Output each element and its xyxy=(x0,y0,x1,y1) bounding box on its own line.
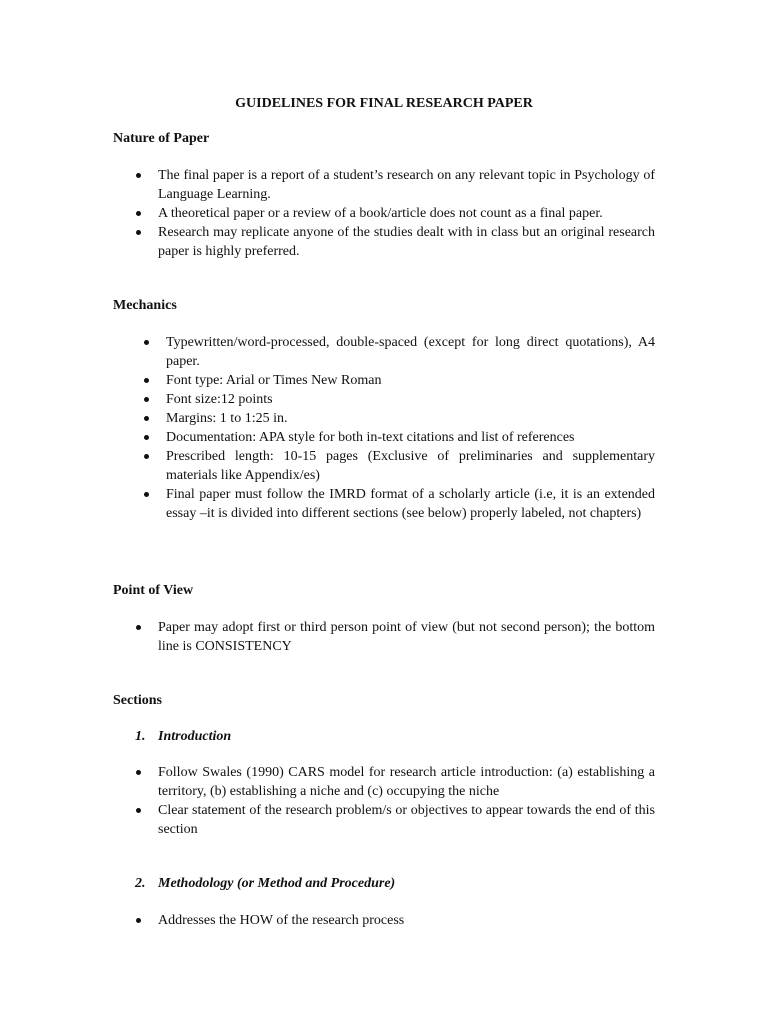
list-item: Margins: 1 to 1:25 in. xyxy=(166,409,655,428)
list-item: Font type: Arial or Times New Roman xyxy=(166,371,655,390)
section-number: 2. xyxy=(135,876,146,891)
list-point-of-view xyxy=(158,618,655,656)
list-introduction xyxy=(158,763,655,839)
list-item: Follow Swales (1990) CARS model for research article introduction: (a) establishing a territory, (b) establishing a niche and (c) occupying the niche xyxy=(158,765,655,799)
list-item: Typewritten/word-processed, double-spaced (except for long direct quotations), A4 paper. xyxy=(166,335,655,369)
list-item: Addresses the HOW of the research process xyxy=(158,911,655,930)
list-item: Prescribed length: 10-15 pages (Exclusive of preliminaries and supplementary materials like Appendix/es) xyxy=(166,449,655,483)
section-number: 1. xyxy=(135,729,146,744)
section-label: Introduction xyxy=(158,729,232,744)
list-item: Documentation: APA style for both in-text citations and list of references xyxy=(166,428,655,447)
document-title: GUIDELINES FOR FINAL RESEARCH PAPER xyxy=(235,96,533,111)
subheading-introduction xyxy=(135,727,231,746)
heading-mechanics: Mechanics xyxy=(113,298,177,313)
list-item: Font size:12 points xyxy=(166,390,655,409)
list-mechanics xyxy=(166,333,655,523)
heading-sections: Sections xyxy=(113,693,162,708)
list-item: A theoretical paper or a review of a book/article does not count as a final paper. xyxy=(158,204,655,223)
list-item: Research may replicate anyone of the studies dealt with in class but an original research paper is highly preferred. xyxy=(158,225,655,259)
section-label: Methodology (or Method and Procedure) xyxy=(158,876,396,891)
heading-point-of-view: Point of View xyxy=(113,583,194,598)
list-item: The final paper is a report of a student’s research on any relevant topic in Psychology of Language Learning. xyxy=(158,168,655,202)
list-nature-of-paper xyxy=(158,166,655,261)
list-item: Paper may adopt first or third person point of view (but not second person); the bottom line is CONSISTENCY xyxy=(158,620,655,654)
list-item: Clear statement of the research problem/s or objectives to appear towards the end of this section xyxy=(158,803,655,837)
list-item: Final paper must follow the IMRD format of a scholarly article (i.e, it is an extended essay –it is divided into different sections (see below) properly labeled, not chapters) xyxy=(166,487,655,521)
list-methodology xyxy=(158,911,655,930)
subheading-methodology xyxy=(135,874,395,893)
heading-nature-of-paper: Nature of Paper xyxy=(113,131,210,146)
